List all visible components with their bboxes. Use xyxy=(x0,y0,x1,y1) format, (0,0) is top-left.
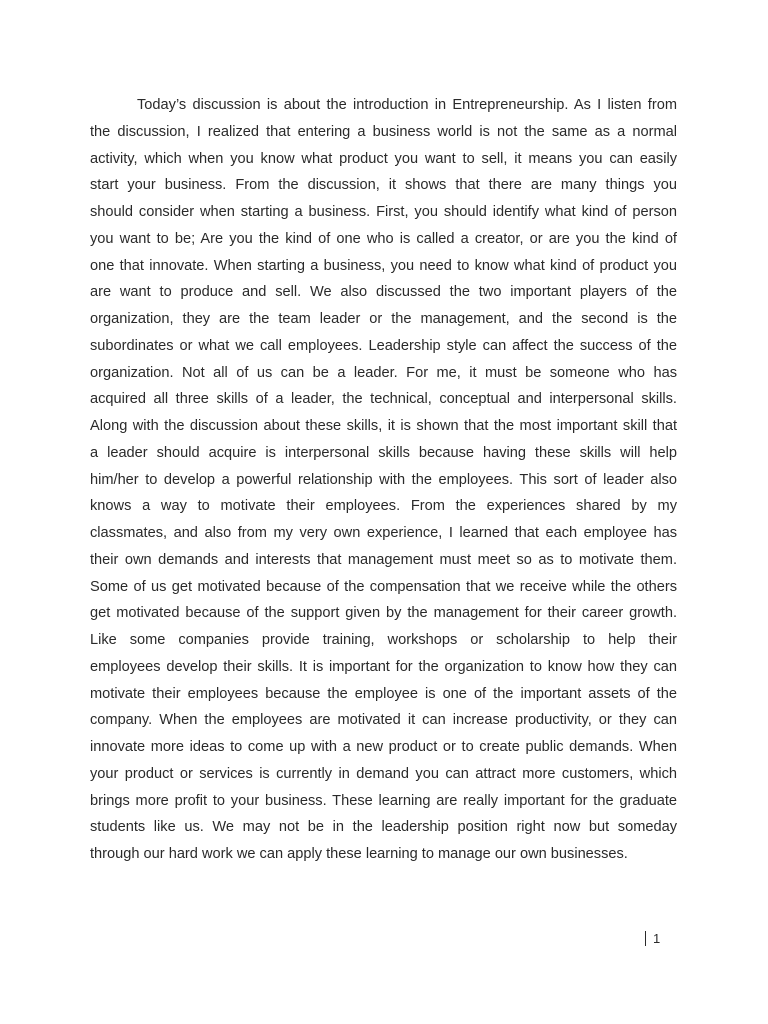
paragraph-line: one that innovate. When starting a business, you need to know what kind of product you xyxy=(90,257,677,274)
paragraph-line: their own demands and interests that management must meet so as to motivate them. xyxy=(90,551,677,568)
paragraph-line: organization. Not all of us can be a leader. For me, it must be someone who has xyxy=(90,364,677,381)
paragraph-line: Like some companies provide training, workshops or scholarship to help their xyxy=(90,632,677,648)
paragraph-line: knows a way to motivate their employees. From the experiences shared by my xyxy=(90,498,677,515)
paragraph-line: activity, which when you know what product you want to sell, it means you can easily xyxy=(90,150,677,167)
paragraph-line: should consider when starting a business. First, you should identify what kind of person xyxy=(90,204,677,220)
page-footer xyxy=(645,930,660,946)
paragraph-line: are want to produce and sell. We also discussed the two important players of the xyxy=(90,284,677,301)
paragraph-line: organization, they are the team leader or the management, and the second is the xyxy=(90,311,677,327)
paragraph-line: innovate more ideas to come up with a new product or to create public demands. When xyxy=(90,739,677,755)
paragraph-line: students like us. We may not be in the leadership position right now but someday xyxy=(90,819,677,836)
paragraph-line: subordinates or what we call employees. Leadership style can affect the success of the xyxy=(90,337,677,354)
paragraph-line: Some of us get motivated because of the compensation that we receive while the others xyxy=(90,578,677,595)
footer-divider xyxy=(645,931,646,946)
paragraph-line: acquired all three skills of a leader, the technical, conceptual and interpersonal skills. xyxy=(90,391,677,408)
paragraph-line: brings more profit to your business. These learning are really important for the graduate xyxy=(90,792,677,809)
paragraph-line: him/her to develop a powerful relationship with the employees. This sort of leader also xyxy=(90,471,677,488)
page-number: 1 xyxy=(653,931,661,947)
paragraph-line: a leader should acquire is interpersonal skills because having these skills will help xyxy=(90,444,677,461)
paragraph-line: the discussion, I realized that entering a business world is not the same as a normal xyxy=(90,123,677,140)
paragraph-line: motivate their employees because the employee is one of the important assets of the xyxy=(90,685,677,702)
paragraph-line: employees develop their skills. It is important for the organization to know how they can xyxy=(90,658,677,675)
paragraph-line: your product or services is currently in demand you can attract more customers, which xyxy=(90,765,677,782)
paragraph-line: classmates, and also from my very own experience, I learned that each employee has xyxy=(90,525,677,541)
paragraph-line: get motivated because of the support given by the management for their career growth. xyxy=(90,605,677,622)
paragraph-line: Today’s discussion is about the introduction in Entrepreneurship. As I listen from xyxy=(137,97,677,113)
paragraph-line: you want to be; Are you the kind of one who is called a creator, or are you the kind of xyxy=(90,230,677,247)
paragraph-line: through our hard work we can apply these learning to manage our own businesses. xyxy=(90,846,628,862)
body-paragraph xyxy=(90,92,677,868)
paragraph-line: start your business. From the discussion, it shows that there are many things you xyxy=(90,177,677,194)
paragraph-line: company. When the employees are motivated it can increase productivity, or they can xyxy=(90,712,677,729)
paragraph-line: Along with the discussion about these skills, it is shown that the most important skill that xyxy=(90,418,677,434)
